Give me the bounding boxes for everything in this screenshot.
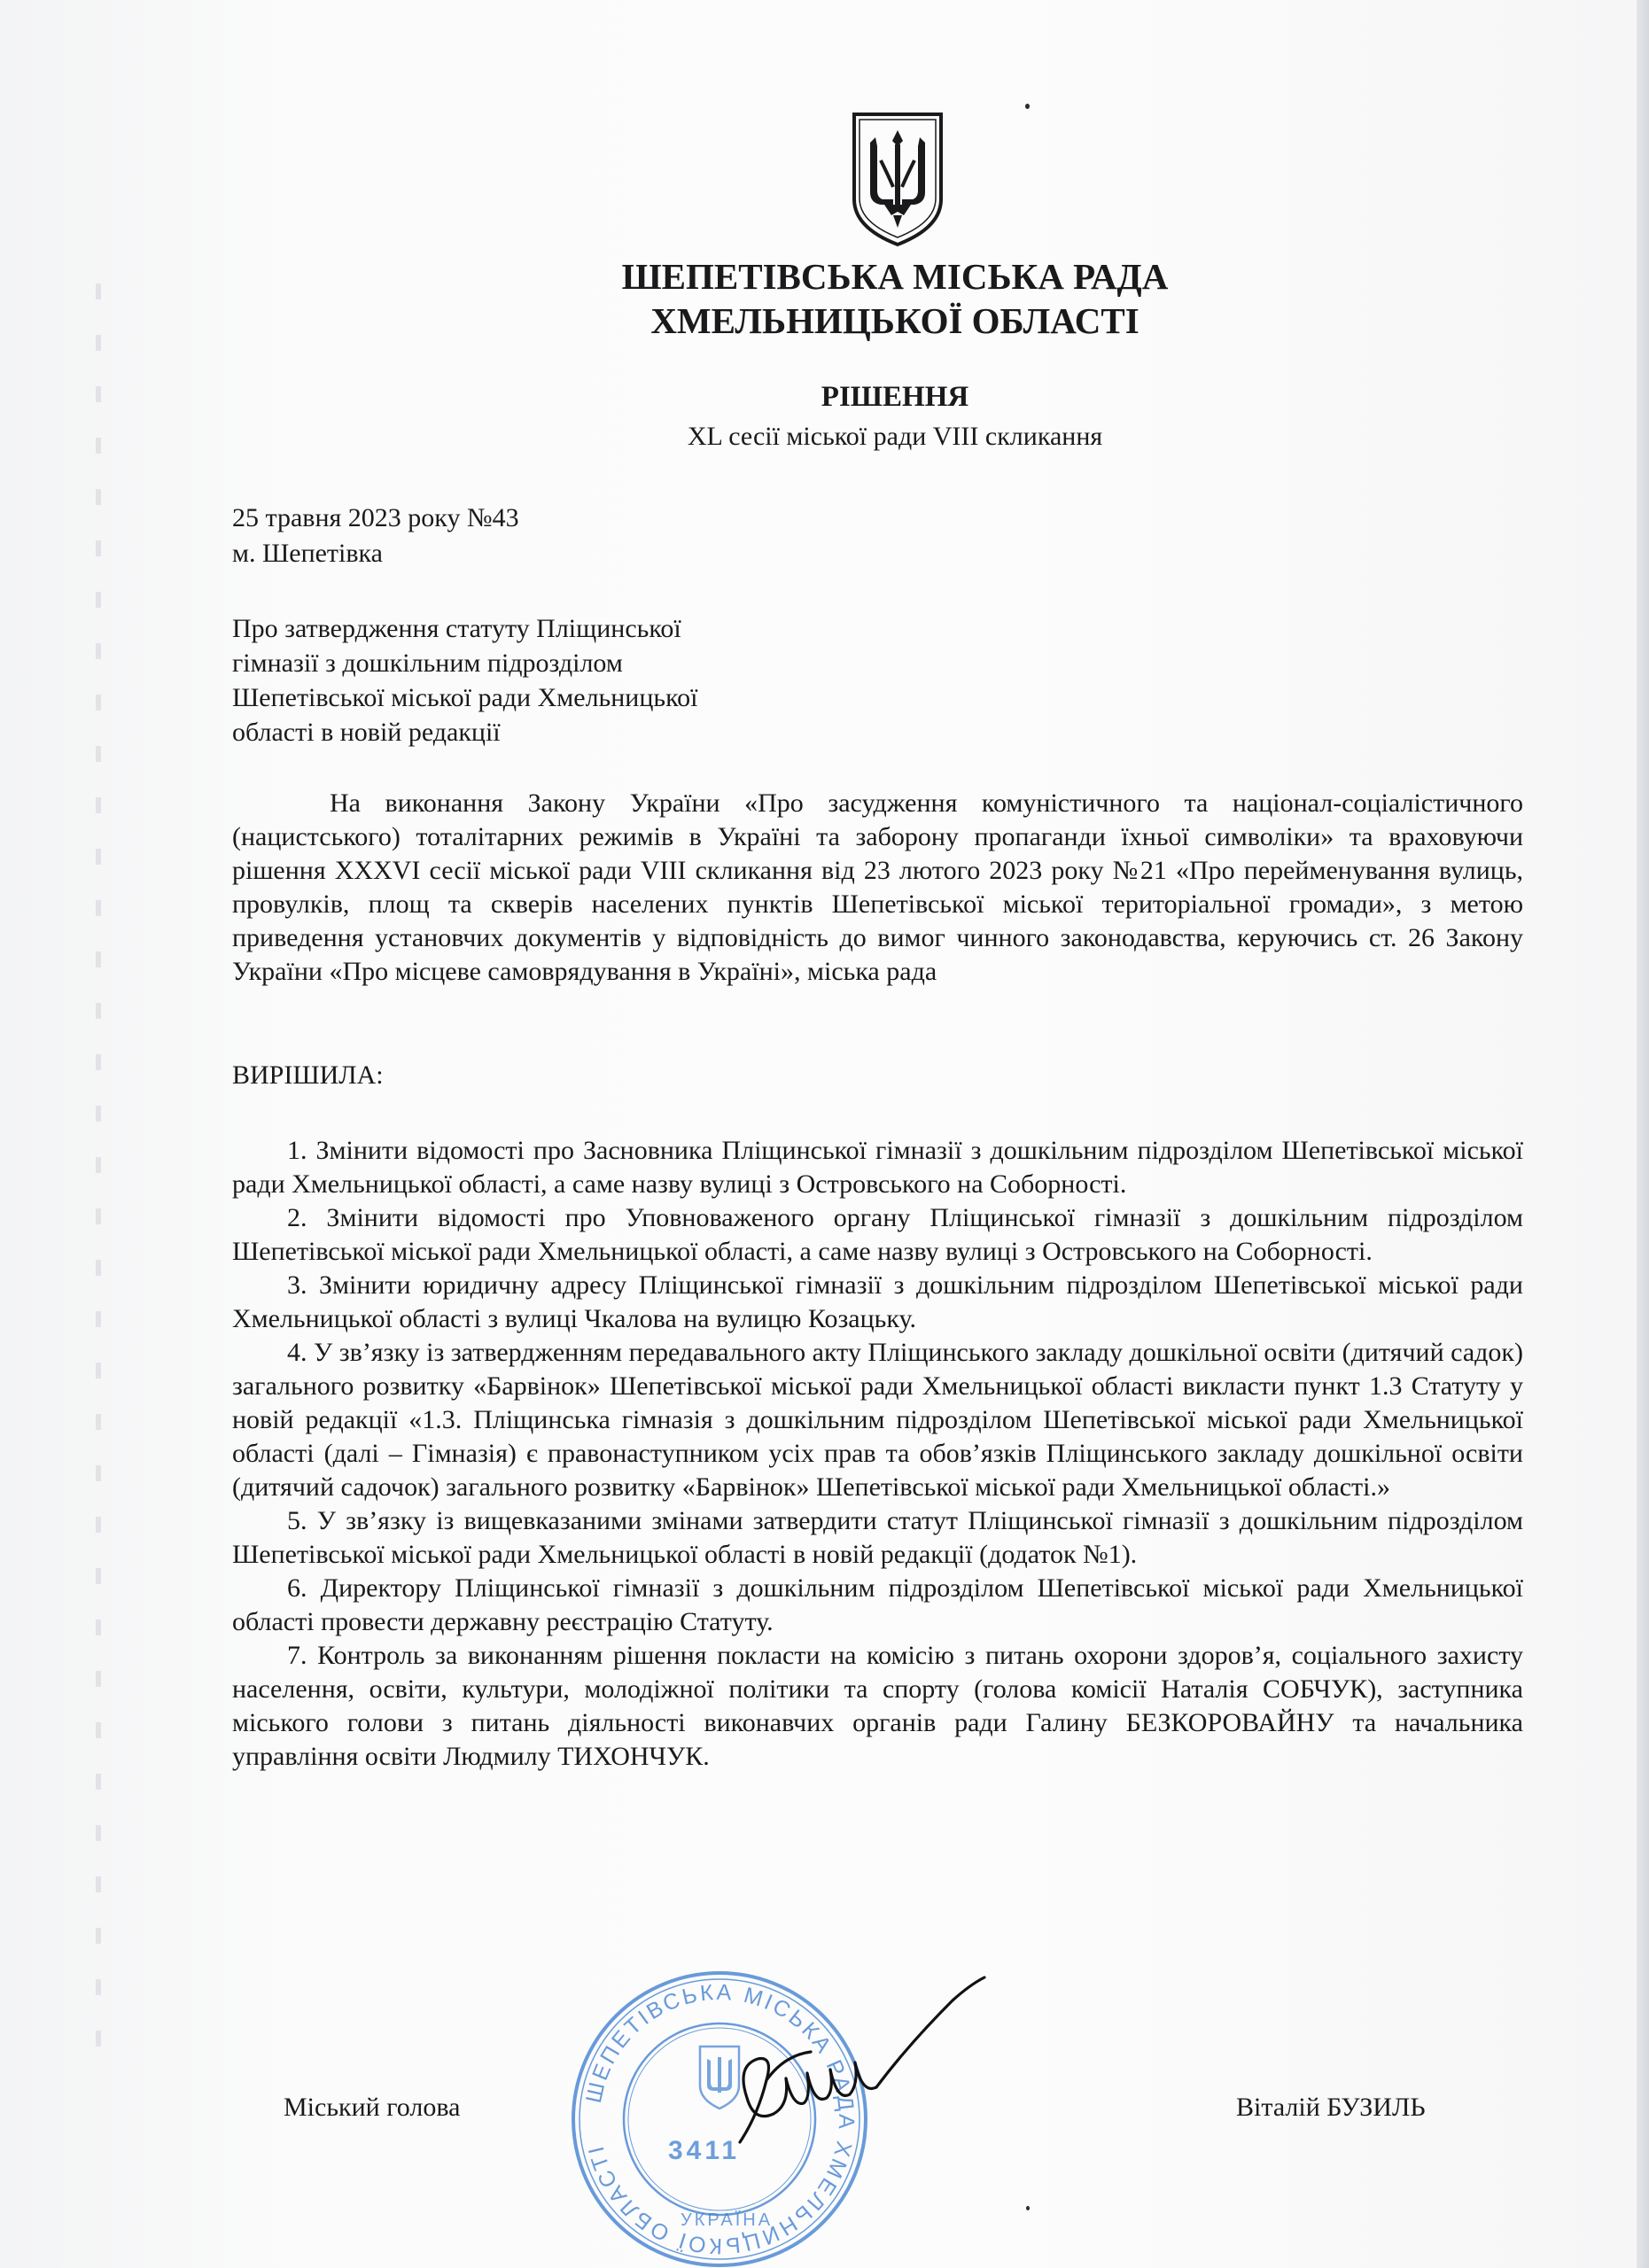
binding-marks [96, 248, 101, 2073]
ink-speck [1025, 104, 1030, 109]
handwritten-signature [704, 1974, 997, 2151]
subject-line: Шепетівської міської ради Хмельницької [232, 683, 698, 712]
date-and-number: 25 травня 2023 року №43 [232, 503, 519, 532]
decision-subject [232, 611, 697, 750]
decision-item: 1. Змінити відомості про Засновника Пліщинської гімназії з дошкільним підрозділом Шепетівської міської ради Хмельницької області, а саме назву вулиці з Островського на Соборності. [232, 1136, 1523, 1199]
decided-heading: ВИРІШИЛА: [232, 1060, 384, 1090]
decision-item: 4. У зв’язку із затвердженням передавального акту Пліщинського закладу дошкільної освіти (дитячий садок) загального розвитку «Барвінок» Шепетівської міської ради Хмельницької області викласти пункт 1.3 Статуту у новій редакції «1.3. Пліщинська гімназія з дошкільним підрозділом Шепетівської міської ради Хмельницької області (далі – Гімназія) є правонаступником усіх прав та обов’язків Пліщинського закладу дошкільної освіти (дитячий садочок) загального розвитку «Барвінок» Шепетівської міської ради Хмельницької області.» [232, 1338, 1523, 1502]
coat-of-arms-trident-icon [849, 111, 946, 248]
subject-line: області в новій редакції [232, 718, 501, 747]
session-subtitle: XL сесії міської ради VIII скликання [687, 422, 1103, 451]
decision-item: 3. Змінити юридичну адресу Пліщинської гімназії з дошкільним підрозділом Шепетівської міської ради Хмельницької області з вулиці Чкалова на вулицю Козацьку. [232, 1270, 1523, 1333]
decision-item: 5. У зв’язку із вищевказаними змінами затвердити статут Пліщинської гімназії з дошкільним підрозділом Шепетівської міської ради Хмельницької області в новій редакції (додаток №1). [232, 1506, 1523, 1569]
city-name: м. Шепетівка [232, 539, 383, 568]
decision-items-list [232, 1134, 1523, 1774]
council-name-line-1: ШЕПЕТІВСЬКА МІСЬКА РАДА [621, 256, 1169, 297]
signatory-position: Міський голова [284, 2093, 461, 2122]
stamp-country: УКРАЇНА [681, 2210, 774, 2230]
stamp-code: 3411 [668, 2136, 741, 2165]
council-name-line-2: ХМЕЛЬНИЦЬКОЇ ОБЛАСТІ [650, 300, 1140, 341]
document-type-heading: РІШЕННЯ [821, 381, 969, 413]
stamp-ring-text: ШЕПЕТІВСЬКА МІСЬКА РАДА ХМЕЛЬНИЦЬКОЇ ОБЛАСТІ [580, 1979, 860, 2259]
preamble-paragraph: На виконання Закону України «Про засудження комуністичного та націонал-соціалістичного (нацистського) тоталітарних режимів в Україні та заборону пропаганди їхньої символіки» та враховуючи рішення XXXVI сесії міської ради VIII скликання від 23 лютого 2023 року №21 «Про перейменування вулиць, провулків, площ та скверів населених пунктів Шепетівської міської територіальної громади», з метою приведення установчих документів у відповідність до вимог чинного законодавства, керуючись ст. 26 Закону України «Про місцеве самоврядування в Україні», міська рада [232, 788, 1523, 986]
ink-speck [1026, 2206, 1030, 2210]
decision-item: 7. Контроль за виконанням рішення покласти на комісію з питань охорони здоров’я, соціального захисту населення, освіти, культури, молодіжної політики та спорту (голова комісії Наталія СОБЧУК), заступника міського голови з питань діяльності виконавчих органів ради Галину БЕЗКОРОВАЙНУ та начальника управління освіти Людмилу ТИХОНЧУК. [232, 1641, 1523, 1771]
subject-line: Про затвердження статуту Пліщинської [232, 614, 681, 643]
decision-item: 6. Директору Пліщинської гімназії з дошкільним підрозділом Шепетівської міської ради Хмельницької області провести державну реєстрацію Статуту. [232, 1573, 1523, 1636]
signatory-name: Віталій БУЗИЛЬ [1236, 2093, 1426, 2122]
subject-line: гімназії з дошкільним підрозділом [232, 649, 623, 678]
page-edge-shadow [1637, 0, 1649, 2268]
decision-item: 2. Змінити відомості про Уповноваженого органу Пліщинської гімназії з дошкільним підрозділом Шепетівської міської ради Хмельницької області, а саме назву вулиці з Островського на Соборності. [232, 1203, 1523, 1266]
